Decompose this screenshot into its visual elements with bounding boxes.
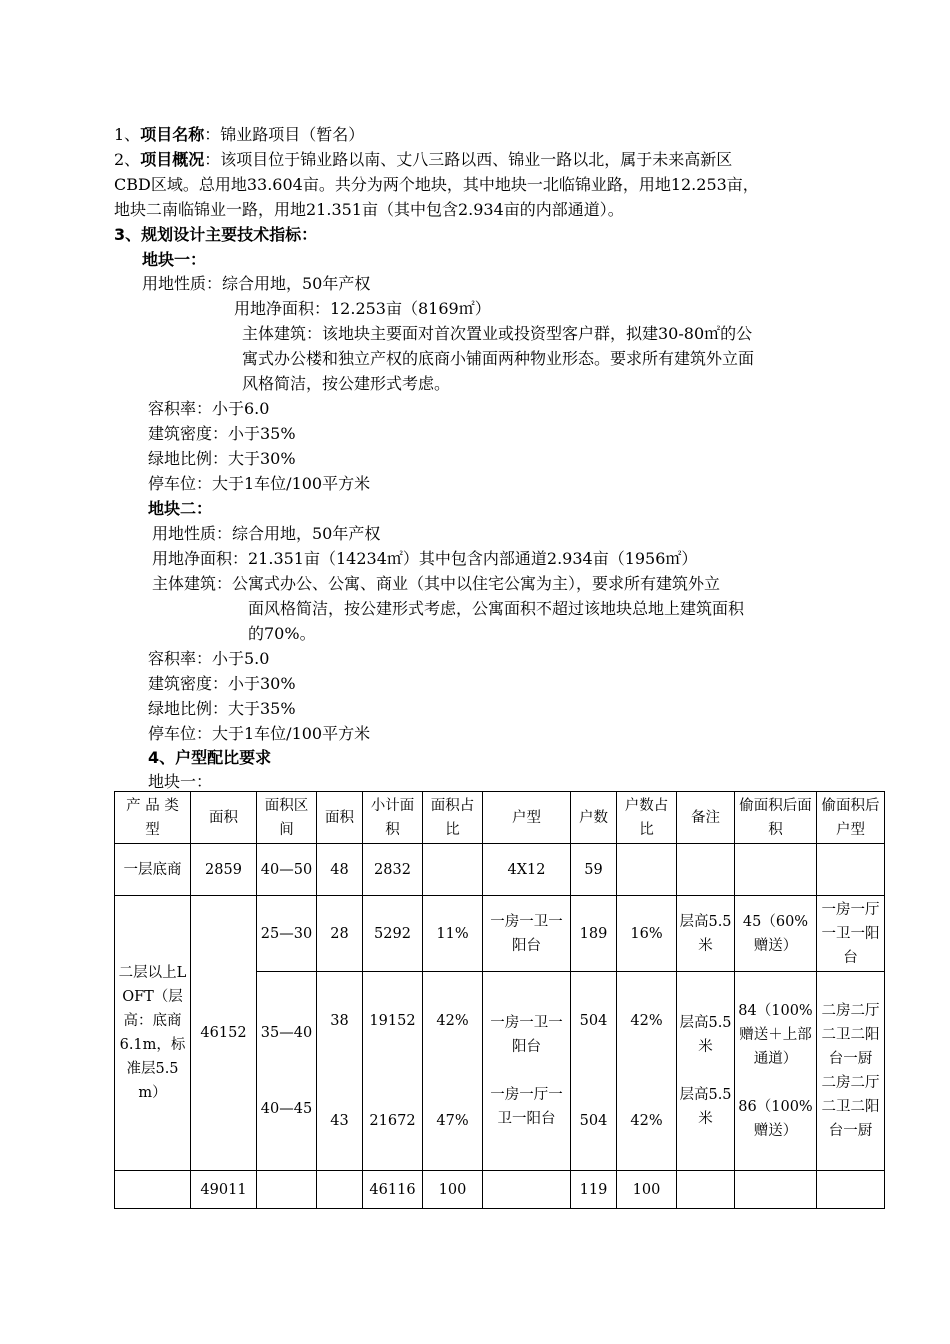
table-cell: 46116 [363, 1171, 423, 1209]
plot-2-density: 建筑密度：小于30% [148, 674, 296, 693]
header-cell: 面积区间 [257, 792, 317, 844]
table-cell [735, 972, 817, 1171]
cell-line: 43 [330, 1113, 349, 1129]
header-cell: 偷面积后户型 [817, 792, 885, 844]
plot-2-net-area: 用地净面积：21.351亩（14234㎡）其中包含内部通道2.934亩（1956㎡） [152, 549, 698, 568]
table-cell [677, 972, 735, 1171]
table-header-row [115, 792, 885, 844]
plot-1-net-area: 用地净面积：12.253亩（8169㎡） [234, 299, 491, 318]
table-cell [735, 844, 817, 896]
header-cell: 面积占比 [423, 792, 483, 844]
table-cell: 59 [571, 844, 617, 896]
table-cell: 一房一厅一卫一阳台 [817, 896, 885, 972]
table-cell [677, 1171, 735, 1209]
section-3-title: 3、规划设计主要技术指标： [114, 225, 318, 244]
plot-2-green: 绿地比例：大于35% [148, 699, 296, 718]
table-cell [257, 1171, 317, 1209]
cell-line: 35—40 [260, 1025, 313, 1041]
table-total-row [115, 1171, 885, 1209]
header-cell: 面积 [191, 792, 257, 844]
table-cell: 45（60%赠送） [735, 896, 817, 972]
table-cell: 4X12 [483, 844, 571, 896]
cell-line: 40—45 [260, 1101, 313, 1117]
table-cell [483, 1171, 571, 1209]
cell-line: 一房一卫一阳台 [490, 1015, 563, 1055]
cell-spacer [679, 1059, 732, 1083]
cell-line: 47% [436, 1113, 469, 1129]
table-cell: 5292 [363, 896, 423, 972]
plot-2-title: 地块二： [148, 499, 213, 518]
cell-line: 二房二厅二卫二阳台一厨 [821, 1075, 880, 1139]
header-cell: 产 品 类 型 [115, 792, 191, 844]
cell-line: 层高5.5米 [679, 1015, 732, 1055]
plot-2-main-line-2: 面风格简洁，按公建形式考虑，公寓面积不超过该地块总地上建筑面积 [248, 599, 745, 618]
plot-1-parking: 停车位：大于1车位/100平方米 [148, 474, 371, 493]
header-cell: 户型 [483, 792, 571, 844]
table-cell: 25—30 [257, 896, 317, 972]
table-row [115, 844, 885, 896]
table-cell [617, 844, 677, 896]
cell-line: 19152 [369, 1013, 416, 1029]
project-name: 锦业路项目（暂名） [220, 125, 365, 144]
table-cell: 119 [571, 1171, 617, 1209]
table-row [115, 896, 885, 972]
plot-1-title: 地块一： [142, 250, 207, 269]
table-cell: 二层以上LOFT（层高：底商6.1m，标准层5.5m） [115, 896, 191, 1171]
cell-line: 21672 [369, 1113, 416, 1129]
table-cell [817, 1171, 885, 1209]
table-cell: 一房一卫一阳台 [483, 896, 571, 972]
section-number: 1、 [114, 125, 141, 144]
section-1 [114, 122, 364, 147]
cell-spacer [259, 1045, 314, 1097]
plot-1-nature: 用地性质：综合用地，50年产权 [142, 274, 371, 293]
plot-2-parking: 停车位：大于1车位/100平方米 [148, 724, 371, 743]
cell-line: 84（100%赠送＋上部通道） [738, 1003, 813, 1067]
plot-1-green: 绿地比例：大于30% [148, 449, 296, 468]
cell-line: 42% [630, 1013, 663, 1029]
cell-line: 42% [630, 1113, 663, 1129]
colon: ： [204, 125, 221, 144]
overview-line-2: CBD区域。总用地33.604亩。共分为两个地块，其中地块一北临锦业路，用地12.253亩， [114, 175, 759, 194]
table-cell: 189 [571, 896, 617, 972]
unit-mix-table [114, 791, 885, 1209]
plot-2-main-line-1: 主体建筑：公寓式办公、公寓、商业（其中以住宅公寓为主），要求所有建筑外立 [152, 574, 721, 593]
cell-line: 504 [579, 1113, 608, 1129]
cell-line: 层高5.5米 [679, 1087, 732, 1127]
header-cell: 户数 [571, 792, 617, 844]
cell-spacer [619, 1033, 674, 1109]
cell-line: 38 [330, 1013, 349, 1029]
plot-1-far: 容积率：小于6.0 [148, 399, 270, 418]
table-cell [363, 972, 423, 1171]
table-cell: 11% [423, 896, 483, 972]
plot-1-density: 建筑密度：小于35% [148, 424, 296, 443]
cell-line: 86（100%赠送） [738, 1099, 813, 1139]
table-cell [423, 844, 483, 896]
table-cell [317, 1171, 363, 1209]
table-cell [317, 972, 363, 1171]
table-cell: 2859 [191, 844, 257, 896]
cell-line: 42% [436, 1013, 469, 1029]
table-cell [677, 844, 735, 896]
table-cell: 16% [617, 896, 677, 972]
table-cell [483, 972, 571, 1171]
plot-2-far: 容积率：小于5.0 [148, 649, 270, 668]
plot-1-main-line-1: 主体建筑：该地块主要面对首次置业或投资型客户群，拟建30-80㎡的公 [242, 324, 753, 343]
table-cell [735, 1171, 817, 1209]
table-cell [617, 972, 677, 1171]
section-4-subtitle: 地块一： [148, 772, 213, 791]
table-cell: 2832 [363, 844, 423, 896]
cell-line: 504 [579, 1013, 608, 1029]
cell-spacer [573, 1033, 614, 1109]
table-cell: 40—50 [257, 844, 317, 896]
table-cell: 100 [617, 1171, 677, 1209]
section-2 [114, 147, 732, 172]
table-cell [817, 844, 885, 896]
table-cell [257, 972, 317, 1171]
table-cell: 一层底商 [115, 844, 191, 896]
plot-1-main-line-3: 风格简洁，按公建形式考虑。 [242, 374, 451, 393]
header-cell: 小计面积 [363, 792, 423, 844]
section-label: 项目名称 [140, 125, 205, 144]
cell-line: 二房二厅二卫二阳台一厨 [821, 1003, 880, 1067]
plot-2-main-line-3: 的70%。 [248, 624, 316, 643]
cell-spacer [425, 1033, 480, 1109]
colon: ： [204, 150, 221, 169]
table-cell: 49011 [191, 1171, 257, 1209]
plot-1-main-line-2: 寓式办公楼和独立产权的底商小铺面两种物业形态。要求所有建筑外立面 [242, 349, 755, 368]
table-cell: 100 [423, 1171, 483, 1209]
cell-spacer [365, 1033, 420, 1109]
section-number: 2、 [114, 150, 141, 169]
section-label: 项目概况 [140, 150, 205, 169]
overview-line-3: 地块二南临锦业一路，用地21.351亩（其中包含2.934亩的内部通道）。 [114, 200, 624, 219]
table-cell: 48 [317, 844, 363, 896]
overview-line-1: 该项目位于锦业路以南、丈八三路以西、锦业一路以北，属于未来高新区 [220, 150, 733, 169]
table-cell: 28 [317, 896, 363, 972]
cell-spacer [319, 1033, 360, 1109]
table-cell [423, 972, 483, 1171]
cell-line: 一房一厅一卫一阳台 [490, 1087, 563, 1127]
section-4-title: 4、户型配比要求 [148, 748, 272, 767]
header-cell: 户数占比 [617, 792, 677, 844]
table-cell [817, 972, 885, 1171]
table-cell: 46152 [191, 896, 257, 1171]
table-cell [115, 1171, 191, 1209]
header-cell: 偷面积后面积 [735, 792, 817, 844]
plot-2-nature: 用地性质：综合用地，50年产权 [152, 524, 381, 543]
cell-spacer [737, 1071, 814, 1095]
cell-spacer [485, 1059, 568, 1083]
table-cell: 层高5.5米 [677, 896, 735, 972]
header-cell: 备注 [677, 792, 735, 844]
table-cell [571, 972, 617, 1171]
header-cell: 面积 [317, 792, 363, 844]
